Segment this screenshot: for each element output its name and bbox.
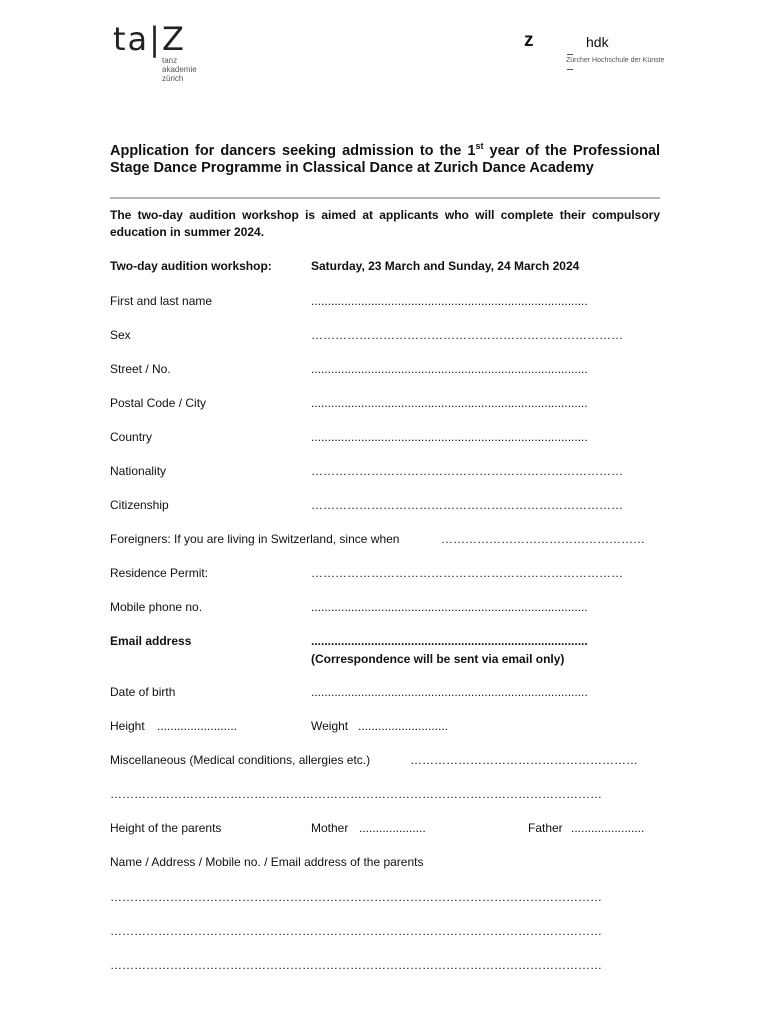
email-field[interactable]: ...................................................................................: [311, 634, 588, 648]
misc-field-line-2[interactable]: ……………………………………………………………………………………………………………: [110, 787, 602, 801]
mother-label: Mother: [311, 821, 349, 835]
postal-label: Postal Code / City: [110, 396, 207, 410]
logo-dash: [567, 54, 573, 55]
title-divider: [110, 197, 660, 199]
parents-info-line-1[interactable]: ……………………………………………………………………………………………………………: [110, 890, 602, 904]
parents-info-label: Name / Address / Mobile no. / Email address of the parents: [110, 855, 424, 869]
weight-label: Weight: [311, 719, 349, 733]
father-height-field[interactable]: ......................: [571, 821, 645, 835]
mobile-label: Mobile phone no.: [110, 600, 203, 614]
dob-field[interactable]: ...................................................................................: [311, 685, 588, 699]
country-field[interactable]: ...................................................................................: [311, 430, 588, 444]
email-label: Email address: [110, 634, 192, 648]
email-note: (Correspondence will be sent via email only): [311, 652, 565, 666]
nationality-field[interactable]: ……………………………………………………………………: [311, 464, 623, 478]
weight-field[interactable]: ...........................: [358, 719, 449, 733]
sex-field[interactable]: ……………………………………………………………………: [311, 328, 623, 342]
citizenship-label: Citizenship: [110, 498, 169, 512]
height-label: Height: [110, 719, 145, 733]
father-label: Father: [528, 821, 563, 835]
foreigners-label: Foreigners: If you are living in Switzerland, since when: [110, 532, 400, 546]
zhdk-logo-subtitle: Zürcher Hochschule der Künste: [566, 57, 665, 64]
taz-logo-subtitle: tanz akademie zürich: [162, 56, 197, 83]
residence-label: Residence Permit:: [110, 566, 209, 580]
height-field[interactable]: ........................: [157, 719, 238, 733]
intro-paragraph: The two-day audition workshop is aimed at applicants who will complete their compulsory education in summer 2024.: [110, 208, 660, 239]
residence-field[interactable]: ……………………………………………………………………: [311, 566, 623, 580]
name-label: First and last name: [110, 294, 213, 308]
workshop-dates: Saturday, 23 March and Sunday, 24 March 2024: [311, 259, 580, 273]
postal-field[interactable]: ...................................................................................: [311, 396, 588, 410]
country-label: Country: [110, 430, 153, 444]
sex-label: Sex: [110, 328, 131, 342]
name-field[interactable]: ...................................................................................: [311, 294, 588, 308]
parents-info-line-3[interactable]: ……………………………………………………………………………………………………………: [110, 958, 602, 972]
mother-height-field[interactable]: ....................: [359, 821, 426, 835]
workshop-label: Two-day audition workshop:: [110, 259, 272, 273]
zhdk-hdk-logo: hdk: [586, 34, 609, 50]
street-label: Street / No.: [110, 362, 171, 376]
citizenship-field[interactable]: ……………………………………………………………………: [311, 498, 623, 512]
misc-field[interactable]: …………………………………………………: [410, 753, 638, 767]
mobile-field[interactable]: ...................................................................................: [311, 600, 588, 614]
foreigners-field[interactable]: ……………………………………………: [441, 532, 645, 546]
street-field[interactable]: ...................................................................................: [311, 362, 588, 376]
misc-label: Miscellaneous (Medical conditions, allergies etc.): [110, 753, 371, 767]
zhdk-z-logo: z: [524, 30, 534, 51]
taz-logo: ta|Z: [113, 20, 186, 58]
logo-dash: [567, 69, 573, 70]
parents-height-label: Height of the parents: [110, 821, 222, 835]
parents-info-line-2[interactable]: ……………………………………………………………………………………………………………: [110, 924, 602, 938]
form-title: Application for dancers seeking admission to the 1st year of the Professional Stage Dance Programme in Classical Dance at Zurich Dance Academy: [110, 141, 660, 176]
nationality-label: Nationality: [110, 464, 167, 478]
dob-label: Date of birth: [110, 685, 176, 699]
